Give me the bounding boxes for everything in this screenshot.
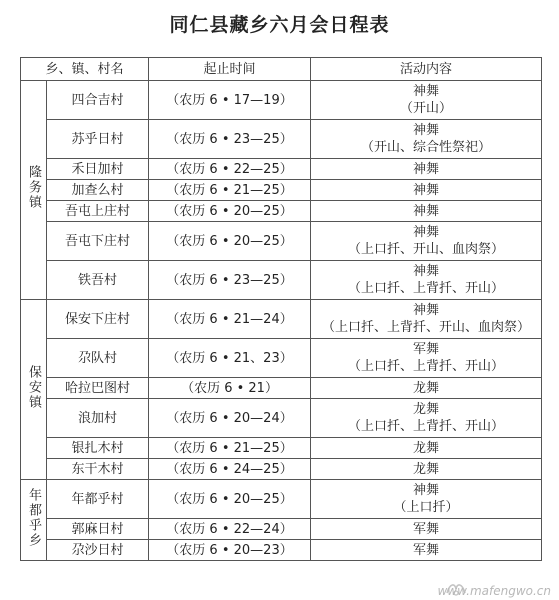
time-range: （农历 6 • 20—25）	[149, 480, 311, 519]
table-row	[21, 81, 542, 120]
table-row	[21, 399, 542, 438]
activity-cell	[311, 201, 542, 222]
activity-detail: （开山、综合性祭祀）	[361, 140, 492, 155]
village-name: 哈拉巴图村	[47, 378, 149, 399]
village-name: 尕沙日村	[47, 540, 149, 561]
village-name: 郭麻日村	[47, 519, 149, 540]
table-row	[21, 459, 542, 480]
table-row	[21, 201, 542, 222]
table-row	[21, 480, 542, 519]
activity-type: 神舞	[413, 483, 440, 498]
activity-cell	[311, 159, 542, 180]
time-range: （农历 6 • 23—25）	[149, 120, 311, 159]
watermark-text: www.mafengwo.cn	[437, 584, 551, 598]
activity-type: 神舞	[413, 225, 440, 240]
time-range: （农历 6 • 24—25）	[149, 459, 311, 480]
time-range: （农历 6 • 21—24）	[149, 300, 311, 339]
activity-cell	[311, 438, 542, 459]
table-body	[21, 81, 542, 561]
activity-detail: （开山）	[400, 101, 453, 116]
activity-type: 神舞	[413, 161, 440, 177]
time-range: （农历 6 • 22—25）	[149, 159, 311, 180]
schedule-table	[20, 57, 542, 561]
activity-type: 龙舞	[413, 461, 440, 477]
time-range: （农历 6 • 23—25）	[149, 261, 311, 300]
table-row	[21, 159, 542, 180]
table-row	[21, 300, 542, 339]
activity-type: 龙舞	[413, 440, 440, 456]
table-row	[21, 339, 542, 378]
table-row	[21, 519, 542, 540]
activity-cell	[311, 120, 542, 159]
time-range: （农历 6 • 20—24）	[149, 399, 311, 438]
time-range: （农历 6 • 21—25）	[149, 180, 311, 201]
table-row	[21, 120, 542, 159]
activity-detail: （上口扦、上背扦、开山、血肉祭）	[322, 320, 531, 335]
activity-type: 龙舞	[413, 402, 440, 417]
activity-type: 军舞	[413, 342, 440, 357]
activity-detail: （上口扦、开山、血肉祭）	[348, 242, 505, 257]
town-cell	[21, 480, 47, 561]
activity-type: 神舞	[413, 123, 440, 138]
time-range: （农历 6 • 20—23）	[149, 540, 311, 561]
activity-type: 神舞	[413, 303, 440, 318]
activity-cell	[311, 180, 542, 201]
time-range: （农历 6 • 21—25）	[149, 438, 311, 459]
time-range: （农历 6 • 21）	[149, 378, 311, 399]
activity-type: 神舞	[413, 84, 440, 99]
table-row	[21, 180, 542, 201]
activity-detail: （上口扦、上背扦、开山）	[348, 419, 505, 434]
town-cell	[21, 81, 47, 300]
town-name: 隆务镇	[26, 165, 41, 210]
activity-cell	[311, 339, 542, 378]
time-range: （农历 6 • 20—25）	[149, 201, 311, 222]
table-row	[21, 378, 542, 399]
table-row	[21, 261, 542, 300]
table-row	[21, 540, 542, 561]
activity-cell	[311, 399, 542, 438]
activity-type: 龙舞	[413, 380, 440, 396]
activity-cell	[311, 378, 542, 399]
activity-type: 军舞	[413, 521, 440, 537]
village-name: 禾日加村	[47, 159, 149, 180]
time-range: （农历 6 • 17—19）	[149, 81, 311, 120]
village-name: 年都乎村	[47, 480, 149, 519]
activity-detail: （上口扦）	[393, 500, 459, 515]
activity-cell	[311, 261, 542, 300]
activity-cell	[311, 81, 542, 120]
town-cell	[21, 300, 47, 480]
header-time: 起止时间	[149, 58, 311, 81]
activity-type: 神舞	[413, 264, 440, 279]
village-name: 浪加村	[47, 399, 149, 438]
header-row	[21, 58, 542, 81]
village-name: 银扎木村	[47, 438, 149, 459]
village-name: 四合吉村	[47, 81, 149, 120]
activity-cell	[311, 300, 542, 339]
time-range: （农历 6 • 20—25）	[149, 222, 311, 261]
village-name: 铁吾村	[47, 261, 149, 300]
time-range: （农历 6 • 22—24）	[149, 519, 311, 540]
table-row	[21, 222, 542, 261]
village-name: 加查么村	[47, 180, 149, 201]
time-range: （农历 6 • 21、23）	[149, 339, 311, 378]
village-name: 吾屯下庄村	[47, 222, 149, 261]
village-name: 东干木村	[47, 459, 149, 480]
village-name: 保安下庄村	[47, 300, 149, 339]
activity-type: 军舞	[413, 542, 440, 558]
header-activity: 活动内容	[311, 58, 542, 81]
activity-type: 神舞	[413, 182, 440, 198]
activity-cell	[311, 222, 542, 261]
village-name: 苏乎日村	[47, 120, 149, 159]
activity-cell	[311, 540, 542, 561]
activity-detail: （上口扦、上背扦、开山）	[348, 281, 505, 296]
village-name: 尕队村	[47, 339, 149, 378]
activity-detail: （上口扦、上背扦、开山）	[348, 359, 505, 374]
header-name: 乡、镇、村名	[21, 58, 149, 81]
town-name: 保安镇	[26, 364, 41, 410]
table-row	[21, 438, 542, 459]
activity-cell	[311, 480, 542, 519]
village-name: 吾屯上庄村	[47, 201, 149, 222]
activity-cell	[311, 459, 542, 480]
town-name: 年都乎乡	[26, 487, 41, 548]
page-title: 同仁县藏乡六月会日程表	[169, 14, 390, 36]
activity-cell	[311, 519, 542, 540]
activity-type: 神舞	[413, 203, 440, 219]
